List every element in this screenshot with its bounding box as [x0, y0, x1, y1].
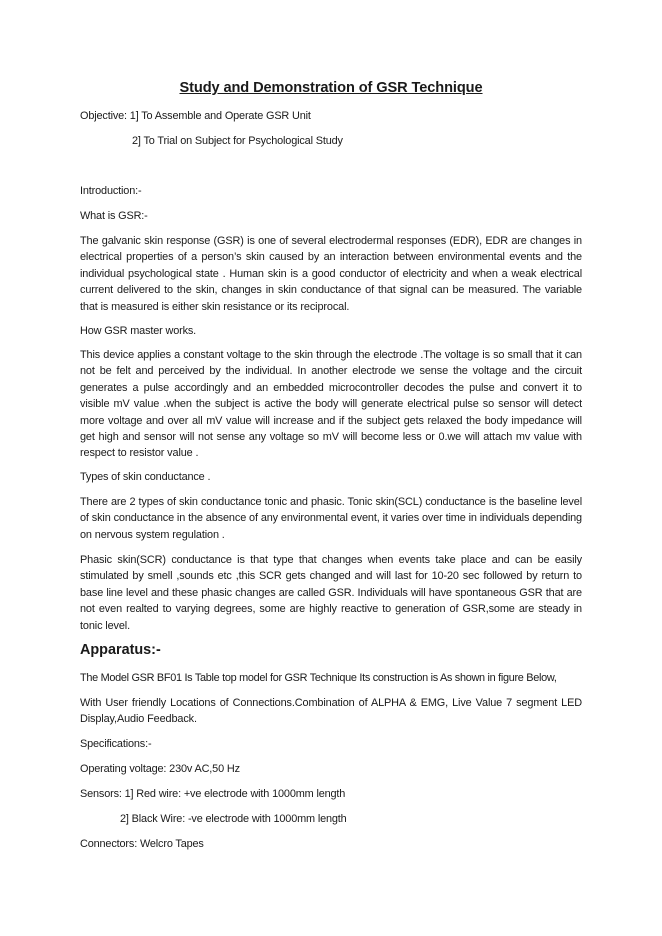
apparatus-heading: Apparatus:-	[80, 642, 161, 658]
what-is-gsr-label: What is GSR:-	[80, 210, 148, 222]
how-works-label: How GSR master works.	[80, 325, 197, 337]
apparatus-paragraph-1: The Model GSR BF01 Is Table top model for GSR Technique Its construction is As shown in figure Below,	[80, 672, 557, 684]
specifications-label: Specifications:-	[80, 738, 152, 750]
apparatus-paragraph-2: With User friendly Locations of Connections.Combination of ALPHA & EMG, Live Value 7 segment LED Display,Audio Feedback.	[80, 697, 582, 726]
what-is-gsr-paragraph: The galvanic skin response (GSR) is one of several electrodermal responses (EDR), EDR are changes in electrical properties of a person’s skin caused by an interaction between environmental events and the individual psychological state . Human skin is a good conductor of electricity and when a weak electrical current delivered to the skin, changes in skin conductance of that signal can be measured. The variable that is measured is either skin resistance or its reciprocal.	[80, 235, 582, 313]
objective-line-1: Objective: 1] To Assemble and Operate GSR Unit	[80, 110, 311, 122]
objective-line-2: 2] To Trial on Subject for Psychological Study	[132, 135, 343, 147]
sensors-line-1: Sensors: 1] Red wire: +ve electrode with 1000mm length	[80, 788, 346, 800]
how-works-paragraph: This device applies a constant voltage to the skin through the electrode .The voltage is so small that it can not be felt and perceived by the individual. In another electrode we sense the voltage and the circuit generates a pulse accordingly and an embedded microcontroller decodes the pulse and convert it to visible mV value .when the subject is active the body will generate electrical pulse so sensor will detect more voltage and over all mV value will increase and if the subject gets relaxed the body impedance will get high and sensor will not sense any voltage so mV will become less or 0.we will attach mv value with respect to resistor value .	[80, 349, 582, 460]
connectors-line: Connectors: Welcro Tapes	[80, 838, 204, 850]
types-label: Types of skin conductance .	[80, 471, 211, 483]
types-paragraph: There are 2 types of skin conductance tonic and phasic. Tonic skin(SCL) conductance is the baseline level of skin conductance in the absence of any environmental event, it varies over time in individuals depending on nervous system regulation .	[80, 496, 582, 541]
page-title: Study and Demonstration of GSR Technique	[179, 80, 483, 96]
sensors-line-2: 2] Black Wire: -ve electrode with 1000mm length	[120, 813, 347, 825]
introduction-label: Introduction:-	[80, 185, 142, 197]
phasic-paragraph: Phasic skin(SCR) conductance is that type that changes when events take place and can be easily stimulated by smell ,sounds etc ,this SCR gets changed and will last for 10-20 sec followed by return to base line level and these phasic changes are called GSR. Individuals will have spontaneous GSR that are not even realted to varying degrees, some are highly reactive to generation of GSR,some are steady in tonic level.	[80, 554, 582, 632]
operating-voltage: Operating voltage: 230v AC,50 Hz	[80, 763, 240, 775]
